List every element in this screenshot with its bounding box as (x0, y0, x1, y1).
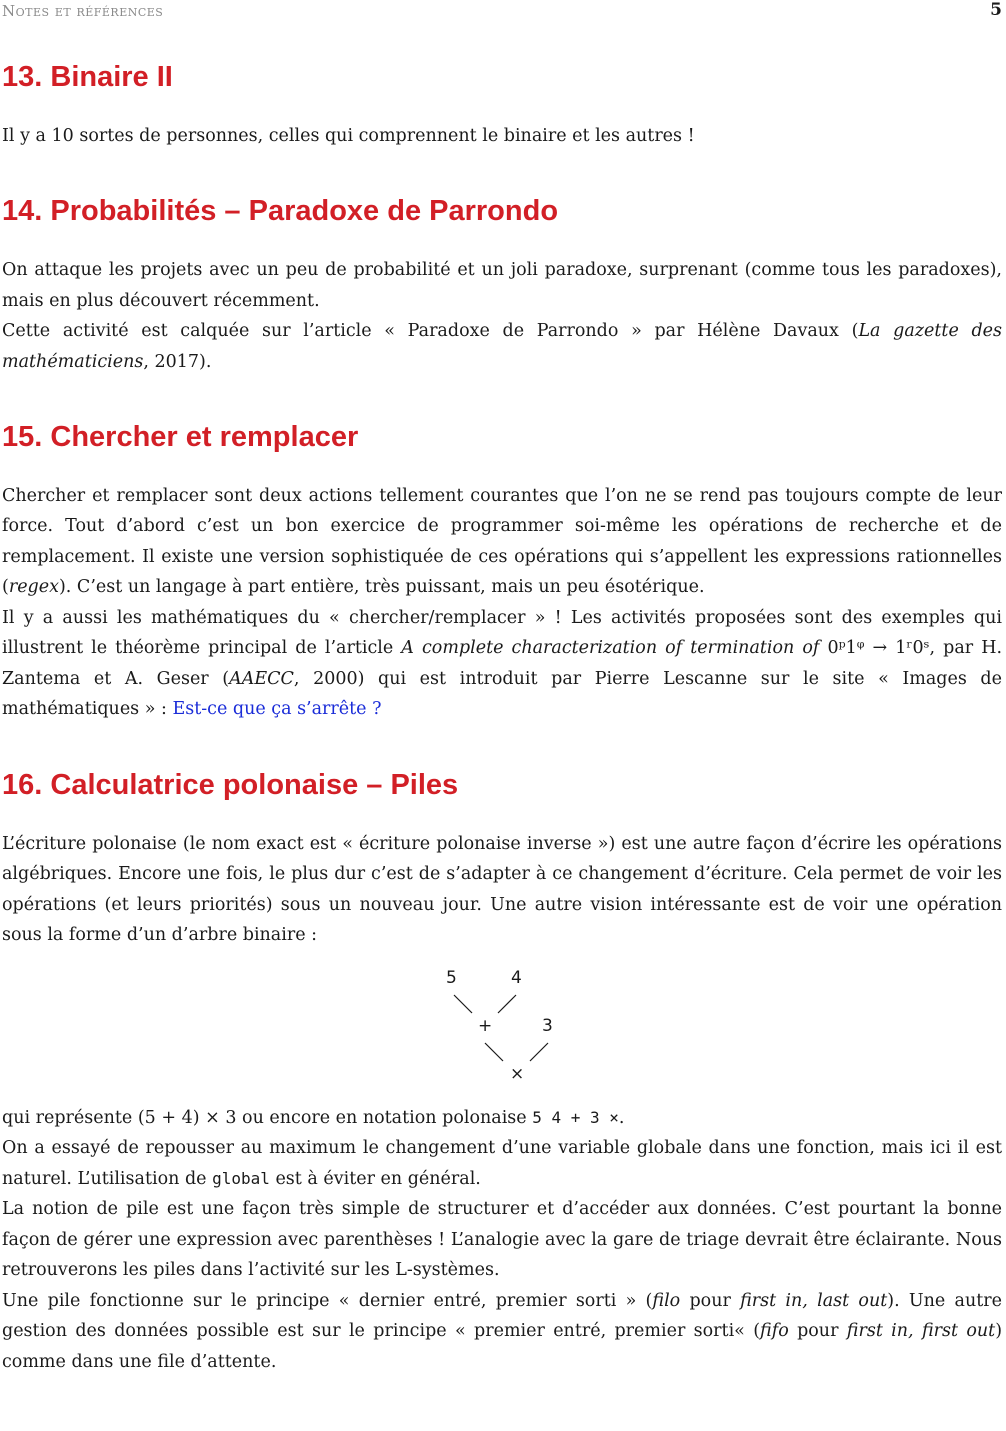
section-title: 13. Binaire II (2, 61, 173, 93)
paragraph: On a essayé de repousser au maximum le changement d’une variable globale dans une fonction, mais ici il est naturel. L’utilisation de global est à éviter en général. (2, 1138, 1002, 1189)
tree-node-plus: + (478, 1015, 493, 1036)
page-header (0, 0, 1006, 22)
tree-node-3: 3 (542, 1015, 553, 1036)
paragraph: Il y a 10 sortes de personnes, celles qui comprennent le binaire et les autres ! (2, 125, 695, 146)
page-content (2, 60, 1002, 1420)
paragraph: Une pile fonctionne sur le principe « dernier entré, premier sorti » (filo pour first in, last out). Une autre gestion des données possible est sur le principe « premier entré, premier sorti« (fifo pour first in, first out) comme dans une file d’attente. (2, 1290, 1003, 1372)
link-est-ce-que-ca-sarrete[interactable]: Est-ce que ça s’arrête ? (172, 699, 382, 720)
section-parrondo (2, 194, 1002, 377)
code-polish-notation: 5 4 + 3 × (532, 1107, 619, 1127)
tree-node-4: 4 (511, 967, 522, 988)
section-binaire (2, 60, 1002, 151)
page-number: 5 (990, 0, 1002, 20)
paragraph: Chercher et remplacer sont deux actions tellement courantes que l’on ne se rend pas toujours compte de leur force. Tout d’abord c’est un bon exercice de programmer soi-même les opérations de recherche et de remplacement. Il existe une version sophistiquée de ces opérations qui s’appellent les expressions rationnelles (regex). C’est un langage à part entière, très puissant, mais un peu ésotérique. (2, 485, 1002, 598)
tree-node-5: 5 (446, 967, 457, 988)
paragraph: Cette activité est calquée sur l’article « Paradoxe de Parrondo » par Hélène Davaux (La gazette des mathématiciens, 2017). (2, 321, 1003, 372)
section-chercher-remplacer (2, 420, 1002, 725)
paragraph: Il y a aussi les mathématiques du « chercher/remplacer » ! Les activités proposées sont des exemples qui illustrent le théorème principal de l’article A complete characterization of termination of 0ᵖ1ᵠ → 1ʳ0ˢ, par H. Zantema et A. Geser (AAECC, 2000) qui est introduit par Pierre Lescanne sur le site « Images de mathématiques » : Est-ce que ça s’arrête ? (2, 607, 1003, 720)
section-title: 14. Probabilités – Paradoxe de Parrondo (2, 195, 559, 228)
binary-tree-diagram (2, 963, 1002, 1103)
section-title: 15. Chercher et remplacer (2, 421, 359, 454)
running-head: Notes et références (2, 2, 164, 20)
paragraph: qui représente (5 + 4) × 3 ou encore en notation polonaise 5 4 + 3 ×. (2, 1107, 625, 1128)
code-global: global (212, 1168, 270, 1188)
paragraph: L’écriture polonaise (le nom exact est « écriture polonaise inverse ») est une autre façon d’écrire les opérations algébriques. Encore une fois, le plus dur c’est de s’adapter à ce changement d’écriture. Cela permet de voir les opérations (et leurs priorités) sous un nouveau jour. Une autre vision intéressante est de voir une opération sous la forme d’un d’arbre binaire : (2, 833, 1002, 946)
section-calculatrice-polonaise (2, 768, 1002, 1377)
math-formula: 0ᵖ1ᵠ → 1ʳ0ˢ (819, 638, 930, 659)
tree-node-times: × (510, 1063, 525, 1084)
tree-edges (2, 963, 1002, 1103)
section-title: 16. Calculatrice polonaise – Piles (2, 768, 459, 801)
paragraph: La notion de pile est une façon très simple de structurer et d’accéder aux données. C’est pourtant la bonne façon de gérer une expression avec parenthèses ! L’analogie avec la gare de triage devrait être éclairante. Nous retrouverons les piles dans l’activité sur les L-systèmes. (2, 1199, 1002, 1281)
paragraph: On attaque les projets avec un peu de probabilité et un joli paradoxe, surprenant (comme tous les paradoxes), mais en plus découvert récemment. (2, 260, 1002, 311)
